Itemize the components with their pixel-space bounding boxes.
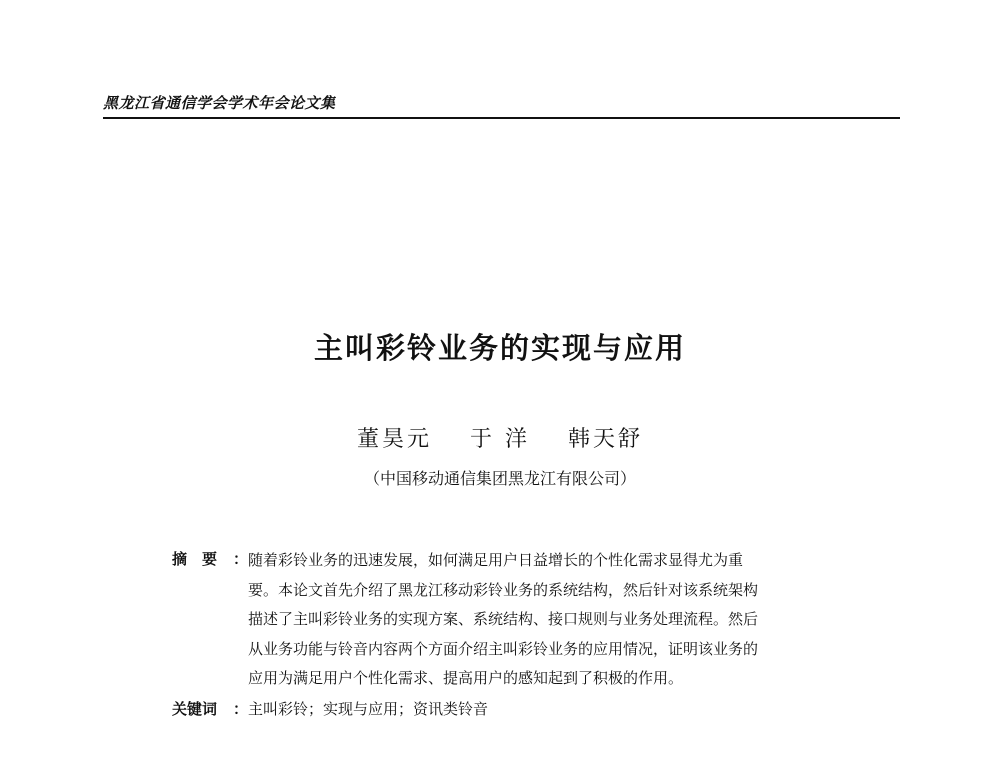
abstract-label: 摘 要: [172, 550, 218, 568]
paper-title: 主叫彩铃业务的实现与应用: [313, 331, 686, 365]
author-list: [0, 422, 1000, 453]
author-name: 董昊元: [356, 427, 432, 452]
abstract-line: 描述了主叫彩铃业务的实现方案、系统结构、接口规则与业务处理流程。然后: [248, 610, 759, 628]
keywords-label: 关键词: [172, 700, 218, 718]
abstract-body: [248, 546, 848, 694]
abstract-colon: ：: [233, 550, 249, 568]
abstract-line: 应用为满足用户个性化需求、提高用户的感知起到了积极的作用。: [248, 669, 684, 687]
author-name: 韩天舒: [568, 427, 644, 452]
abstract-line: 随着彩铃业务的迅速发展，如何满足用户日益增长的个性化需求显得尤为重: [248, 551, 744, 569]
keywords-colon: ：: [233, 700, 249, 718]
journal-header: 黑龙江省通信学会学术年会论文集: [103, 94, 336, 112]
abstract-line: 从业务功能与铃音内容两个方面介绍主叫彩铃业务的应用情况，证明该业务的: [248, 639, 759, 658]
author-name: 于 洋: [470, 427, 530, 452]
abstract-line: 要。本论文首先介绍了黑龙江移动彩铃业务的系统结构，然后针对该系统架构: [248, 580, 759, 599]
affiliation: （中国移动通信集团黑龙江有限公司）: [363, 469, 636, 488]
header-rule: [103, 117, 900, 119]
keywords-text: 主叫彩铃；实现与应用；资讯类铃音: [248, 700, 489, 718]
